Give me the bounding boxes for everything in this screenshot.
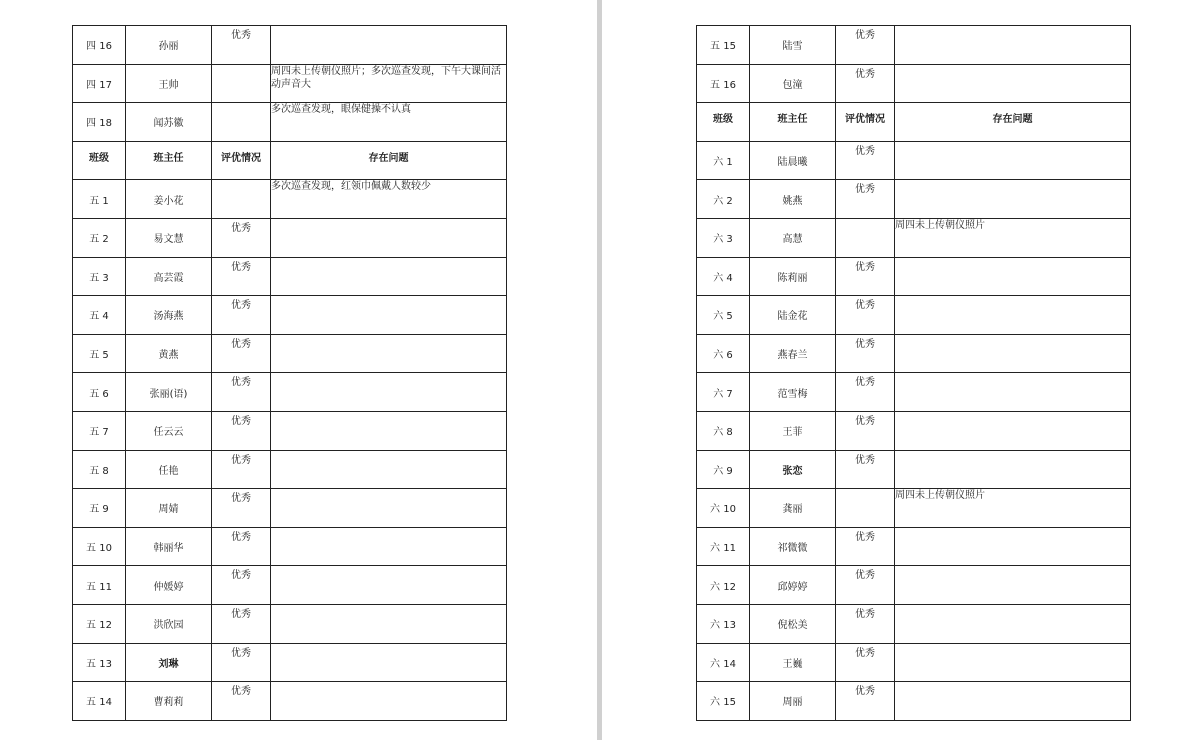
issue-cell (271, 682, 507, 721)
header-teacher: 班主任 (750, 103, 836, 142)
class-cell: 五 5 (73, 334, 126, 373)
eval-cell: 优秀 (836, 643, 895, 682)
header-eval: 评优情况 (212, 141, 271, 180)
class-cell: 四 17 (73, 64, 126, 103)
teacher-cell: 刘琳 (126, 643, 212, 682)
class-cell: 五 15 (697, 26, 750, 65)
teacher-cell: 韩丽华 (126, 527, 212, 566)
eval-cell: 优秀 (212, 411, 271, 450)
eval-cell: 优秀 (836, 566, 895, 605)
eval-cell: 优秀 (836, 141, 895, 180)
teacher-cell: 洪欣园 (126, 604, 212, 643)
eval-cell: 优秀 (212, 682, 271, 721)
issue-cell (271, 566, 507, 605)
teacher-cell: 高慧 (750, 218, 836, 257)
teacher-cell: 仲媛婷 (126, 566, 212, 605)
class-cell: 六 1 (697, 141, 750, 180)
eval-cell (212, 64, 271, 103)
issue-cell (271, 373, 507, 412)
teacher-cell: 张恋 (750, 450, 836, 489)
eval-cell: 优秀 (836, 411, 895, 450)
table-row (697, 566, 1131, 605)
header-issue: 存在问题 (271, 141, 507, 180)
issue-cell (895, 180, 1131, 219)
teacher-cell: 周婧 (126, 489, 212, 528)
table-row (73, 643, 507, 682)
teacher-cell: 任云云 (126, 411, 212, 450)
eval-cell: 优秀 (212, 643, 271, 682)
table-row (73, 26, 507, 65)
issue-cell (895, 64, 1131, 103)
issue-cell (271, 604, 507, 643)
table-row (73, 103, 507, 142)
table-row (73, 64, 507, 103)
table-row (697, 682, 1131, 721)
eval-cell: 优秀 (836, 604, 895, 643)
table-row (73, 257, 507, 296)
class-cell: 四 16 (73, 26, 126, 65)
class-cell: 六 5 (697, 296, 750, 335)
eval-cell: 优秀 (212, 604, 271, 643)
table-row (697, 180, 1131, 219)
class-cell: 五 11 (73, 566, 126, 605)
teacher-cell: 陈莉丽 (750, 257, 836, 296)
eval-cell: 优秀 (212, 489, 271, 528)
eval-cell: 优秀 (212, 566, 271, 605)
table-row (697, 334, 1131, 373)
class-cell: 五 10 (73, 527, 126, 566)
issue-cell (271, 450, 507, 489)
eval-cell: 优秀 (212, 296, 271, 335)
table-row (73, 334, 507, 373)
teacher-cell: 邱婷婷 (750, 566, 836, 605)
class-cell: 五 9 (73, 489, 126, 528)
teacher-cell: 陆金花 (750, 296, 836, 335)
table-row (73, 411, 507, 450)
issue-cell (271, 527, 507, 566)
class-cell: 六 6 (697, 334, 750, 373)
teacher-cell: 倪松美 (750, 604, 836, 643)
eval-cell: 优秀 (212, 218, 271, 257)
table-header-row (73, 141, 507, 180)
issue-cell (895, 527, 1131, 566)
issue-cell (271, 218, 507, 257)
table-row (697, 411, 1131, 450)
issue-cell (895, 334, 1131, 373)
eval-cell (836, 489, 895, 528)
table-row (73, 566, 507, 605)
class-cell: 五 12 (73, 604, 126, 643)
issue-cell (271, 489, 507, 528)
teacher-cell: 陆晨曦 (750, 141, 836, 180)
issue-cell (271, 411, 507, 450)
teacher-cell: 曹莉莉 (126, 682, 212, 721)
eval-cell: 优秀 (212, 334, 271, 373)
left-table (72, 25, 507, 721)
class-cell: 六 14 (697, 643, 750, 682)
teacher-cell: 易文慧 (126, 218, 212, 257)
teacher-cell: 汤海燕 (126, 296, 212, 335)
eval-cell: 优秀 (836, 64, 895, 103)
teacher-cell: 燕春兰 (750, 334, 836, 373)
issue-cell (895, 450, 1131, 489)
eval-cell: 优秀 (836, 682, 895, 721)
issue-cell (271, 26, 507, 65)
header-eval: 评优情况 (836, 103, 895, 142)
class-cell: 五 14 (73, 682, 126, 721)
table-header-row (697, 103, 1131, 142)
eval-cell: 优秀 (212, 450, 271, 489)
class-cell: 五 8 (73, 450, 126, 489)
table-row (73, 180, 507, 219)
issue-cell: 多次巡查发现，眼保健操不认真 (271, 103, 507, 142)
page-right (602, 0, 1198, 740)
table-row (697, 604, 1131, 643)
issue-cell (895, 296, 1131, 335)
eval-cell (836, 218, 895, 257)
teacher-cell: 张丽(语) (126, 373, 212, 412)
table-row (73, 604, 507, 643)
table-row (697, 450, 1131, 489)
issue-cell (895, 411, 1131, 450)
table-row (697, 373, 1131, 412)
teacher-cell: 姚燕 (750, 180, 836, 219)
teacher-cell: 闻苏徽 (126, 103, 212, 142)
table-row (697, 296, 1131, 335)
class-cell: 五 2 (73, 218, 126, 257)
table-row (697, 527, 1131, 566)
teacher-cell: 王巍 (750, 643, 836, 682)
table-row (73, 218, 507, 257)
teacher-cell: 陆雪 (750, 26, 836, 65)
issue-cell (895, 682, 1131, 721)
class-cell: 五 7 (73, 411, 126, 450)
eval-cell: 优秀 (212, 373, 271, 412)
table-row (697, 489, 1131, 528)
table-row (73, 489, 507, 528)
class-cell: 六 2 (697, 180, 750, 219)
table-row (73, 682, 507, 721)
eval-cell: 优秀 (212, 257, 271, 296)
issue-cell: 多次巡查发现，红领巾佩戴人数较少 (271, 180, 507, 219)
issue-cell (895, 141, 1131, 180)
issue-cell: 周四未上传朝仪照片 (895, 218, 1131, 257)
class-cell: 五 3 (73, 257, 126, 296)
issue-cell: 周四未上传朝仪照片；多次巡查发现，下午大课间活动声音大 (271, 64, 507, 103)
issue-cell (895, 257, 1131, 296)
teacher-cell: 黄燕 (126, 334, 212, 373)
teacher-cell: 龚丽 (750, 489, 836, 528)
issue-cell (895, 566, 1131, 605)
header-issue: 存在问题 (895, 103, 1131, 142)
teacher-cell: 王帅 (126, 64, 212, 103)
table-row (73, 373, 507, 412)
teacher-cell: 祁微微 (750, 527, 836, 566)
eval-cell: 优秀 (836, 527, 895, 566)
class-cell: 六 7 (697, 373, 750, 412)
class-cell: 六 10 (697, 489, 750, 528)
eval-cell: 优秀 (836, 450, 895, 489)
issue-cell (271, 296, 507, 335)
eval-cell: 优秀 (836, 26, 895, 65)
teacher-cell: 周丽 (750, 682, 836, 721)
class-cell: 六 12 (697, 566, 750, 605)
issue-cell (895, 373, 1131, 412)
header-teacher: 班主任 (126, 141, 212, 180)
class-cell: 五 13 (73, 643, 126, 682)
eval-cell: 优秀 (836, 257, 895, 296)
table-row (697, 26, 1131, 65)
teacher-cell: 姜小花 (126, 180, 212, 219)
teacher-cell: 孙丽 (126, 26, 212, 65)
table-row (73, 527, 507, 566)
teacher-cell: 任艳 (126, 450, 212, 489)
issue-cell (271, 257, 507, 296)
table-row (73, 296, 507, 335)
eval-cell: 优秀 (836, 373, 895, 412)
issue-cell (895, 604, 1131, 643)
issue-cell (895, 643, 1131, 682)
teacher-cell: 包潼 (750, 64, 836, 103)
teacher-cell: 高芸霞 (126, 257, 212, 296)
class-cell: 六 11 (697, 527, 750, 566)
table-row (697, 218, 1131, 257)
right-table (696, 25, 1131, 721)
class-cell: 六 13 (697, 604, 750, 643)
table-row (73, 450, 507, 489)
header-class: 班级 (73, 141, 126, 180)
class-cell: 六 8 (697, 411, 750, 450)
class-cell: 六 3 (697, 218, 750, 257)
eval-cell (212, 180, 271, 219)
eval-cell: 优秀 (212, 26, 271, 65)
table-row (697, 643, 1131, 682)
class-cell: 五 16 (697, 64, 750, 103)
eval-cell: 优秀 (836, 180, 895, 219)
issue-cell (271, 643, 507, 682)
eval-cell: 优秀 (836, 334, 895, 373)
class-cell: 六 15 (697, 682, 750, 721)
issue-cell (271, 334, 507, 373)
issue-cell: 周四未上传朝仪照片 (895, 489, 1131, 528)
issue-cell (895, 26, 1131, 65)
class-cell: 六 4 (697, 257, 750, 296)
page-left (0, 0, 597, 740)
eval-cell: 优秀 (836, 296, 895, 335)
class-cell: 六 9 (697, 450, 750, 489)
table-row (697, 64, 1131, 103)
class-cell: 五 1 (73, 180, 126, 219)
header-class: 班级 (697, 103, 750, 142)
teacher-cell: 王菲 (750, 411, 836, 450)
eval-cell (212, 103, 271, 142)
eval-cell: 优秀 (212, 527, 271, 566)
class-cell: 五 4 (73, 296, 126, 335)
table-row (697, 257, 1131, 296)
table-row (697, 141, 1131, 180)
teacher-cell: 范雪梅 (750, 373, 836, 412)
class-cell: 四 18 (73, 103, 126, 142)
class-cell: 五 6 (73, 373, 126, 412)
